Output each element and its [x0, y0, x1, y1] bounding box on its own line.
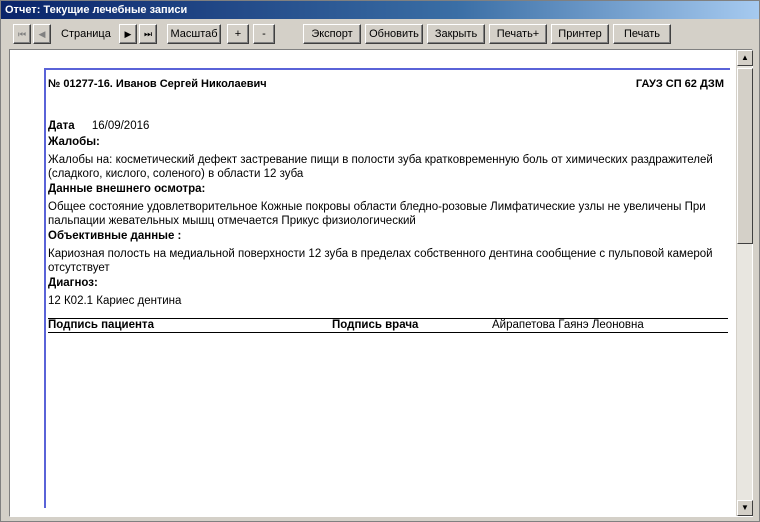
zoom-in-button[interactable]: +: [227, 24, 249, 44]
diagnosis-heading: Диагноз:: [48, 277, 98, 289]
arrow-up-icon: ▲: [741, 53, 749, 62]
record-header: № 01277-16. Иванов Сергей Николаевич: [48, 78, 267, 90]
window-title: Отчет: Текущие лечебные записи: [1, 1, 759, 19]
arrow-down-icon: ▼: [741, 503, 749, 512]
report-viewport: [9, 49, 753, 517]
zoom-out-button[interactable]: -: [253, 24, 275, 44]
vertical-scrollbar[interactable]: [736, 50, 752, 516]
scroll-down-button[interactable]: [737, 500, 753, 516]
prev-page-icon: ◀: [38, 29, 46, 39]
date-row: [48, 120, 149, 132]
patient-signature-label: Подпись пациента: [48, 319, 154, 331]
close-button[interactable]: Закрыть: [427, 24, 485, 44]
date-value: 16/09/2016: [91, 120, 150, 132]
scroll-up-button[interactable]: [737, 50, 753, 66]
export-button[interactable]: Экспорт: [303, 24, 361, 44]
next-page-icon: ▶: [124, 29, 132, 39]
next-page-button[interactable]: [119, 24, 137, 44]
complaints-text: Жалобы на: косметический дефект застревание пищи в полости зуба кратковременную боль от химических раздражителей (сладкого, кислого, соленого) в области 12 зуба: [48, 154, 713, 180]
last-page-button[interactable]: [139, 24, 157, 44]
doctor-signature-label: Подпись врача: [332, 319, 419, 331]
date-label: Дата: [48, 120, 75, 132]
prev-page-button[interactable]: [33, 24, 51, 44]
print-button[interactable]: Печать: [613, 24, 671, 44]
toolbar: [3, 21, 757, 47]
first-page-button[interactable]: [13, 24, 31, 44]
signature-bottom-rule: [48, 332, 728, 333]
page-label: Страница: [61, 28, 111, 40]
report-page: [44, 68, 730, 508]
complaints-heading: Жалобы:: [48, 136, 100, 148]
exam-text: Общее состояние удовлетворительное Кожные покровы области бледно-розовые Лимфатические узлы не увеличены При пальпации жевательных мышц отмечается Прикус физиологический: [48, 201, 706, 227]
refresh-button[interactable]: Обновить: [365, 24, 423, 44]
first-page-icon: ⏮: [17, 29, 27, 39]
last-page-icon: ⏭: [143, 29, 153, 39]
scroll-thumb[interactable]: [737, 68, 753, 244]
diagnosis-text: 12 К02.1 Кариес дентина: [48, 295, 182, 307]
clinic-name: ГАУЗ СП 62 ДЗМ: [635, 78, 724, 90]
printer-button[interactable]: Принтер: [551, 24, 609, 44]
scale-button[interactable]: Масштаб: [167, 24, 221, 44]
print-plus-button[interactable]: Печать+: [489, 24, 547, 44]
exam-heading: Данные внешнего осмотра:: [48, 183, 206, 195]
doctor-name: Айрапетова Гаянэ Леоновна: [492, 319, 644, 331]
objective-text: Кариозная полость на медиальной поверхности 12 зуба в пределах собственного дентина сообщение с пульповой камерой отсутствует: [48, 248, 713, 274]
objective-heading: Объективные данные :: [48, 230, 182, 242]
